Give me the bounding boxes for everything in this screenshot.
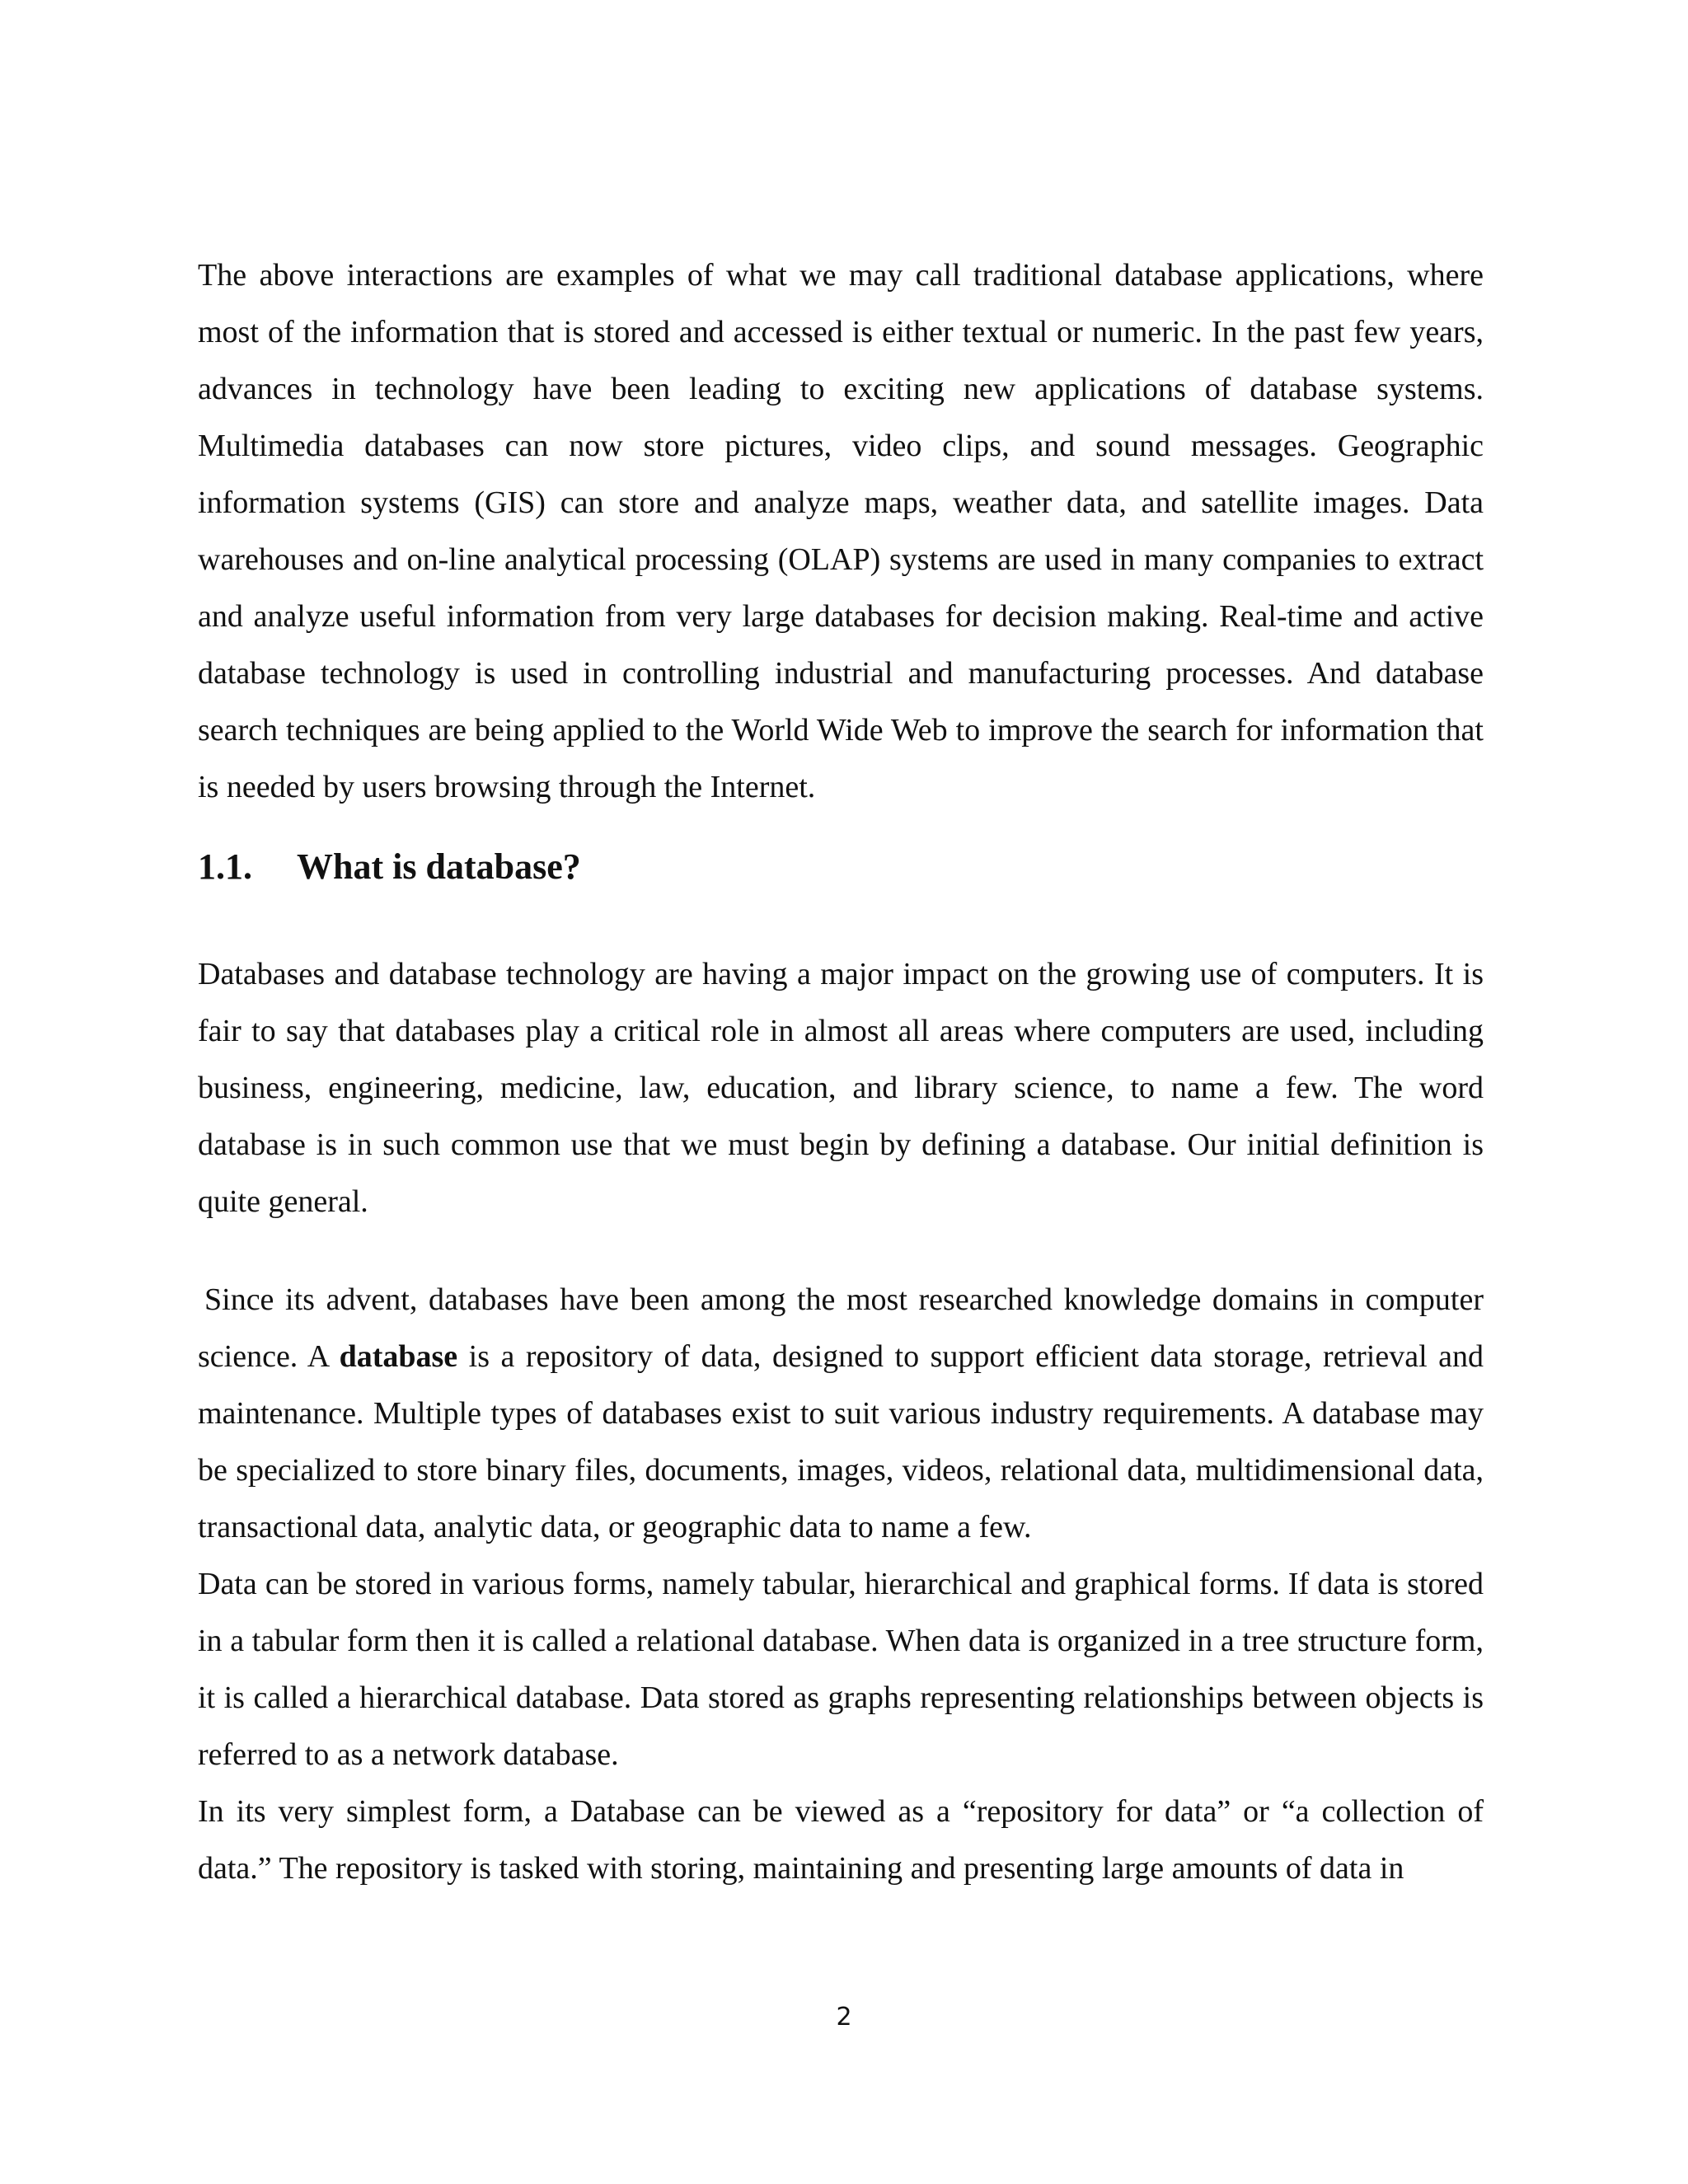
database-term: database — [339, 1339, 458, 1374]
advent-paragraph — [198, 1272, 1484, 1556]
section-heading — [198, 834, 1484, 900]
page-content — [198, 247, 1484, 1897]
section-title: What is database? — [297, 846, 581, 887]
advent-text-before: Since its advent, databases have been among the most researched knowledge domains in computer science. A — [198, 1282, 1484, 1374]
page-number: 2 — [836, 2003, 852, 2032]
simplest-form-paragraph: In its very simplest form, a Database can be viewed as a “repository for data” or “a collection of data.” The repository is tasked with storing, maintaining and presenting large amounts of data in — [198, 1794, 1484, 1886]
section-number: 1.1. — [198, 846, 252, 887]
what-is-paragraph: Databases and database technology are having a major impact on the growing use of computers. It is fair to say that databases play a critical role in almost all areas where computers are used, including business, engineering, medicine, law, education, and library science, to name a few. The word database is in such common use that we must begin by defining a database. Our initial definition is quite general. — [198, 957, 1484, 1219]
intro-paragraph: The above interactions are examples of what we may call traditional database applications, where most of the information that is stored and accessed is either textual or numeric. In the past few years, advances in technology have been leading to exciting new applications of database systems. Multimedia databases can now store pictures, video clips, and sound messages. Geographic information systems (GIS) can store and analyze maps, weather data, and satellite images. Data warehouses and on-line analytical processing (OLAP) systems are used in many companies to extract and analyze useful information from very large databases for decision making. Real-time and active database technology is used in controlling industrial and manufacturing processes. And database search techniques are being applied to the World Wide Web to improve the search for information that is needed by users browsing through the Internet. — [198, 258, 1484, 804]
advent-text-after: is a repository of data, designed to support efficient data storage, retrieval and maintenance. Multiple types of databases exist to suit various industry requirements. A database may be specialized to store binary files, documents, images, videos, relational data, multidimensional data, transactional data, analytic data, or geographic data to name a few. — [198, 1339, 1484, 1544]
forms-paragraph: Data can be stored in various forms, namely tabular, hierarchical and graphical forms. If data is stored in a tabular form then it is called a relational database. When data is organized in a tree structure form, it is called a hierarchical database. Data stored as graphs representing relationships between objects is referred to as a network database. — [198, 1567, 1484, 1772]
